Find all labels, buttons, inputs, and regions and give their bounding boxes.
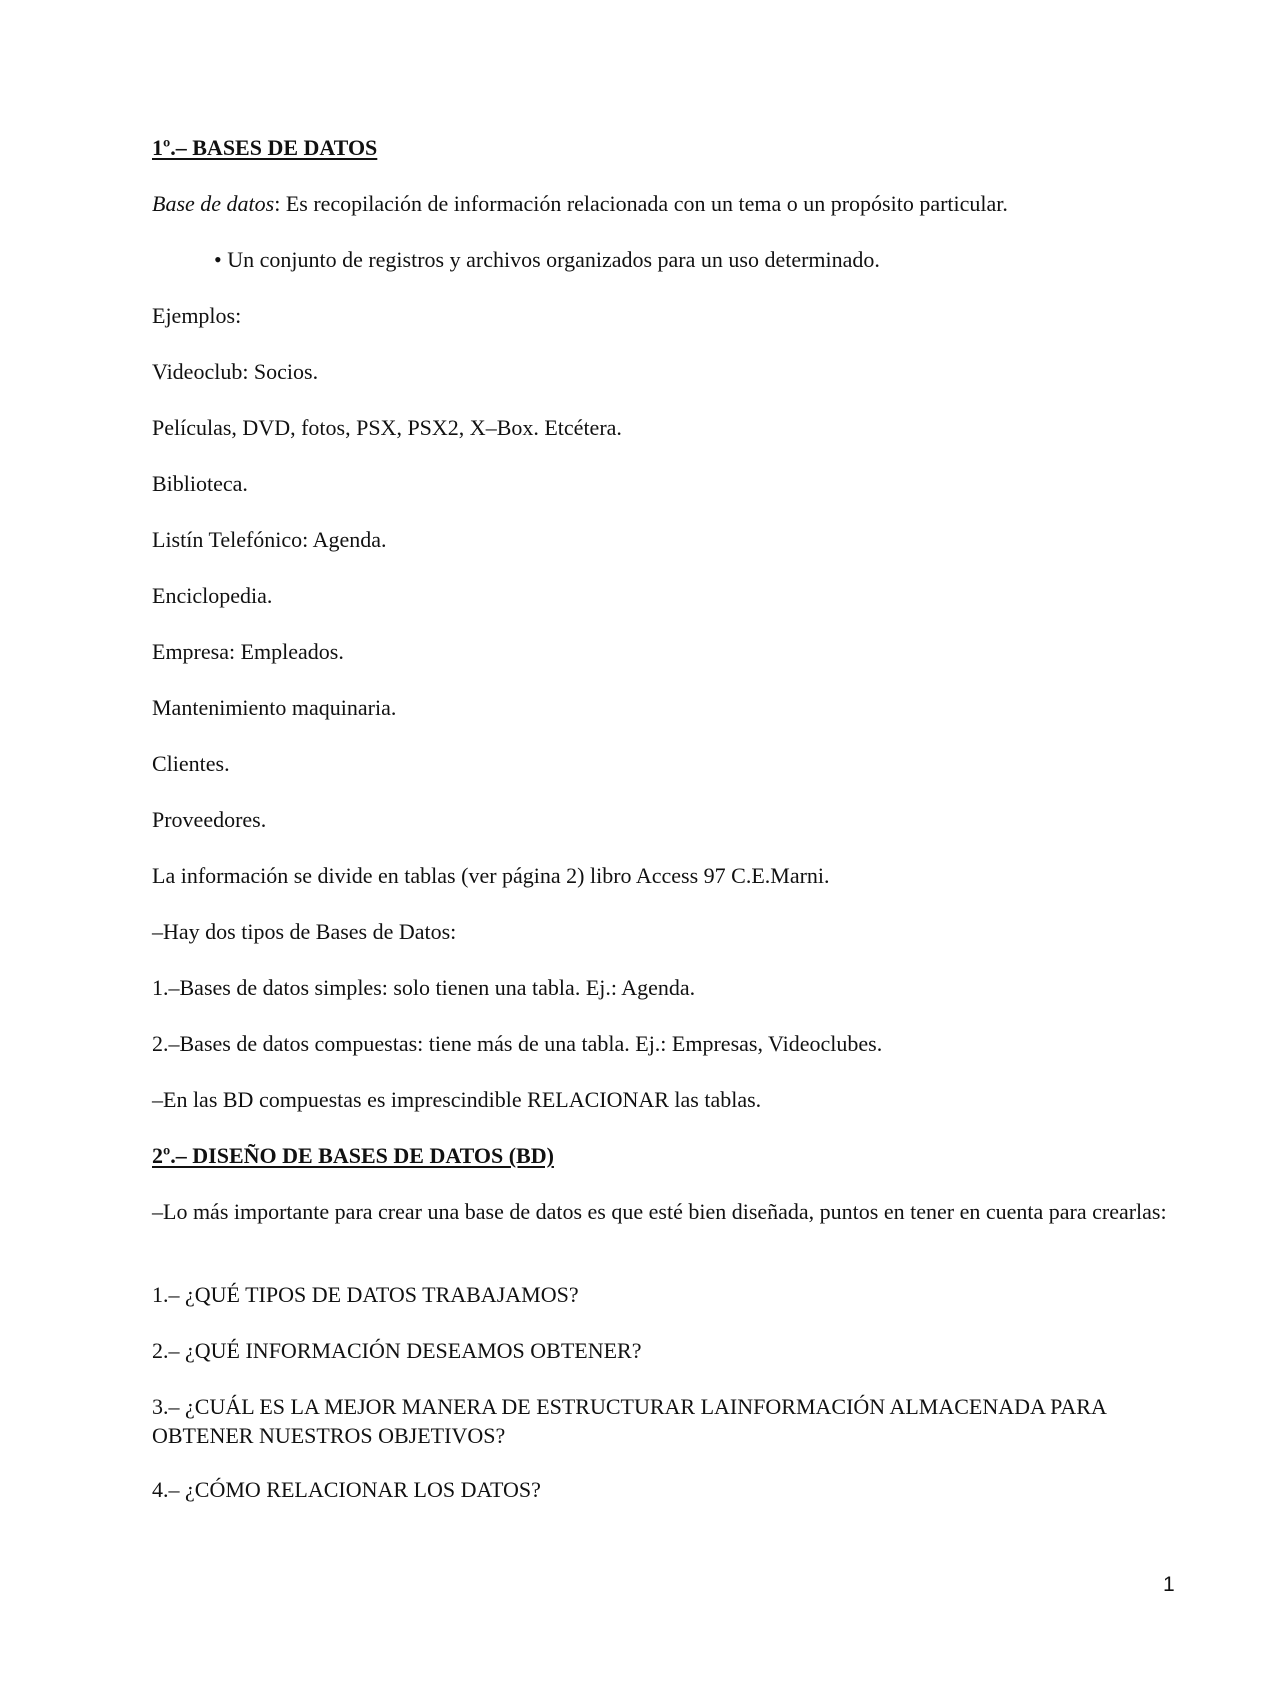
bullet-text: Un conjunto de registros y archivos organizados para un uso determinado.	[227, 247, 880, 272]
tables-note: La información se divide en tablas (ver página 2) libro Access 97 C.E.Marni.	[152, 863, 830, 888]
examples-label: Ejemplos:	[152, 303, 242, 328]
type-compound: 2.–Bases de datos compuestas: tiene más de una tabla. Ej.: Empresas, Videoclubes.	[152, 1031, 883, 1056]
definition-term: Base de datos	[152, 191, 275, 216]
definition-text: : Es recopilación de información relacionada con un tema o un propósito particular.	[274, 191, 1008, 216]
example-item: Enciclopedia.	[152, 583, 273, 608]
example-item: Listín Telefónico: Agenda.	[152, 527, 387, 552]
example-item: Mantenimiento maquinaria.	[152, 695, 397, 720]
bullet-icon: •	[214, 247, 222, 272]
design-question: 4.– ¿CÓMO RELACIONAR LOS DATOS?	[152, 1477, 541, 1502]
design-intro: –Lo más importante para crear una base de datos es que esté bien diseñada, puntos en tener en cuenta para crearlas:	[152, 1199, 1167, 1224]
relate-note: –En las BD compuestas es imprescindible RELACIONAR las tablas.	[152, 1087, 762, 1112]
section-heading-diseno: 2º.– DISEÑO DE BASES DE DATOS (BD)	[152, 1143, 554, 1168]
example-item: Proveedores.	[152, 807, 267, 832]
definition-paragraph	[152, 189, 1008, 218]
section-heading-bases-de-datos: 1º.– BASES DE DATOS	[152, 135, 378, 160]
design-question: 2.– ¿QUÉ INFORMACIÓN DESEAMOS OBTENER?	[152, 1338, 642, 1363]
example-item: Empresa: Empleados.	[152, 639, 344, 664]
type-simple: 1.–Bases de datos simples: solo tienen una tabla. Ej.: Agenda.	[152, 975, 696, 1000]
bullet-item	[214, 245, 880, 274]
example-item: Biblioteca.	[152, 471, 248, 496]
example-item: Videoclub: Socios.	[152, 359, 319, 384]
example-item: Películas, DVD, fotos, PSX, PSX2, X–Box. Etcétera.	[152, 415, 622, 440]
design-question: 1.– ¿QUÉ TIPOS DE DATOS TRABAJAMOS?	[152, 1282, 579, 1307]
page-number: 1	[1163, 1573, 1175, 1596]
example-item: Clientes.	[152, 751, 230, 776]
design-question: 3.– ¿CUÁL ES LA MEJOR MANERA DE ESTRUCTURAR LAINFORMACIÓN ALMACENADA PARA OBTENER NUESTROS OBJETIVOS?	[152, 1394, 1106, 1448]
types-intro: –Hay dos tipos de Bases de Datos:	[152, 919, 457, 944]
